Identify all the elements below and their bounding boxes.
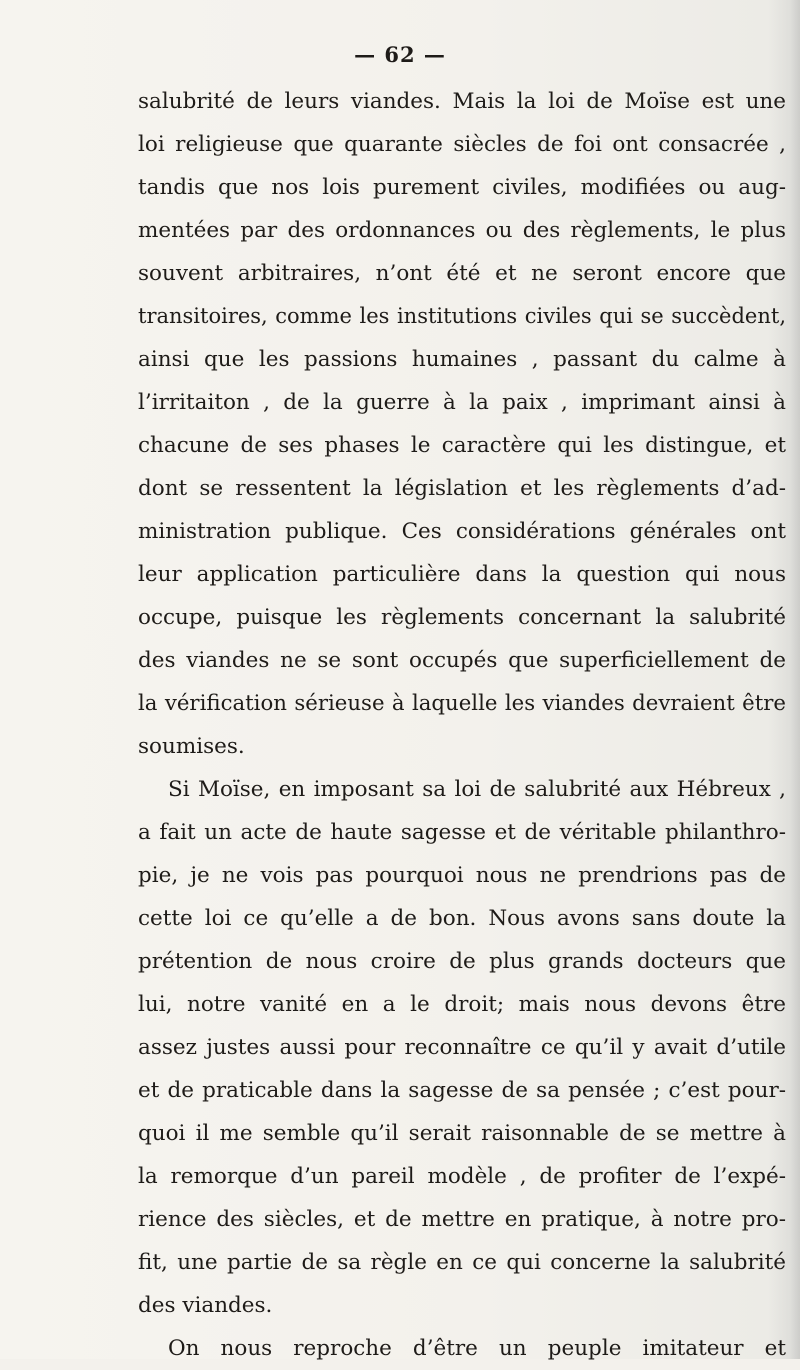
text-line: chacune de ses phases le caractère qui les distingue, et (138, 433, 786, 458)
text-line: occupe, puisque les règlements concernant la salubrité (138, 605, 786, 630)
text-line: assez justes aussi pour reconnaître ce qu’il y avait d’utile (138, 1035, 786, 1060)
text-line: souvent arbitraires, n’ont été et ne seront encore que (138, 261, 786, 286)
text-line: des viandes ne se sont occupés que superficiellement de (138, 648, 786, 673)
text-line: prétention de nous croire de plus grands docteurs que (138, 949, 786, 974)
text-line: rience des siècles, et de mettre en pratique, à notre pro- (138, 1207, 786, 1232)
text-line: quoi il me semble qu’il serait raisonnable de se mettre à (138, 1121, 786, 1146)
text-line: On nous reproche d’être un peuple imitateur et (168, 1336, 786, 1361)
text-line: cette loi ce qu’elle a de bon. Nous avons sans doute la (138, 906, 786, 931)
text-line: loi religieuse que quarante siècles de foi ont consacrée , (138, 132, 786, 157)
text-line: ainsi que les passions humaines , passant du calme à (138, 347, 786, 372)
text-line: fit, une partie de sa règle en ce qui concerne la salubrité (138, 1250, 786, 1275)
page-number: — 62 — (354, 42, 446, 67)
text-line: la vérification sérieuse à laquelle les viandes devraient être (138, 691, 786, 716)
page-edge-shadow (790, 0, 800, 1359)
body-text (138, 80, 786, 1370)
text-line: des viandes. (138, 1293, 273, 1318)
text-line: Si Moïse, en imposant sa loi de salubrité aux Hébreux , (168, 777, 786, 802)
text-line: l’irritaiton , de la guerre à la paix , imprimant ainsi à (138, 390, 786, 415)
text-line: la remorque d’un pareil modèle , de profiter de l’expé- (138, 1164, 786, 1189)
text-line: tandis que nos lois purement civiles, modifiées ou aug- (138, 175, 786, 200)
text-line: ministration publique. Ces considérations générales ont (138, 519, 786, 544)
text-line: leur application particulière dans la question qui nous (138, 562, 786, 587)
text-line: salubrité de leurs viandes. Mais la loi de Moïse est une (138, 89, 786, 114)
text-line: pie, je ne vois pas pourquoi nous ne prendrions pas de (138, 863, 786, 888)
text-line: et de praticable dans la sagesse de sa pensée ; c’est pour- (138, 1078, 786, 1103)
text-line: mentées par des ordonnances ou des règlements, le plus (138, 218, 786, 243)
text-line: lui, notre vanité en a le droit; mais nous devons être (138, 992, 786, 1017)
text-line: transitoires, comme les institutions civiles qui se succèdent, (138, 304, 786, 328)
text-line: a fait un acte de haute sagesse et de véritable philanthro- (138, 820, 786, 845)
text-line: dont se ressentent la législation et les règlements d’ad- (138, 476, 786, 501)
text-line: soumises. (138, 734, 245, 759)
